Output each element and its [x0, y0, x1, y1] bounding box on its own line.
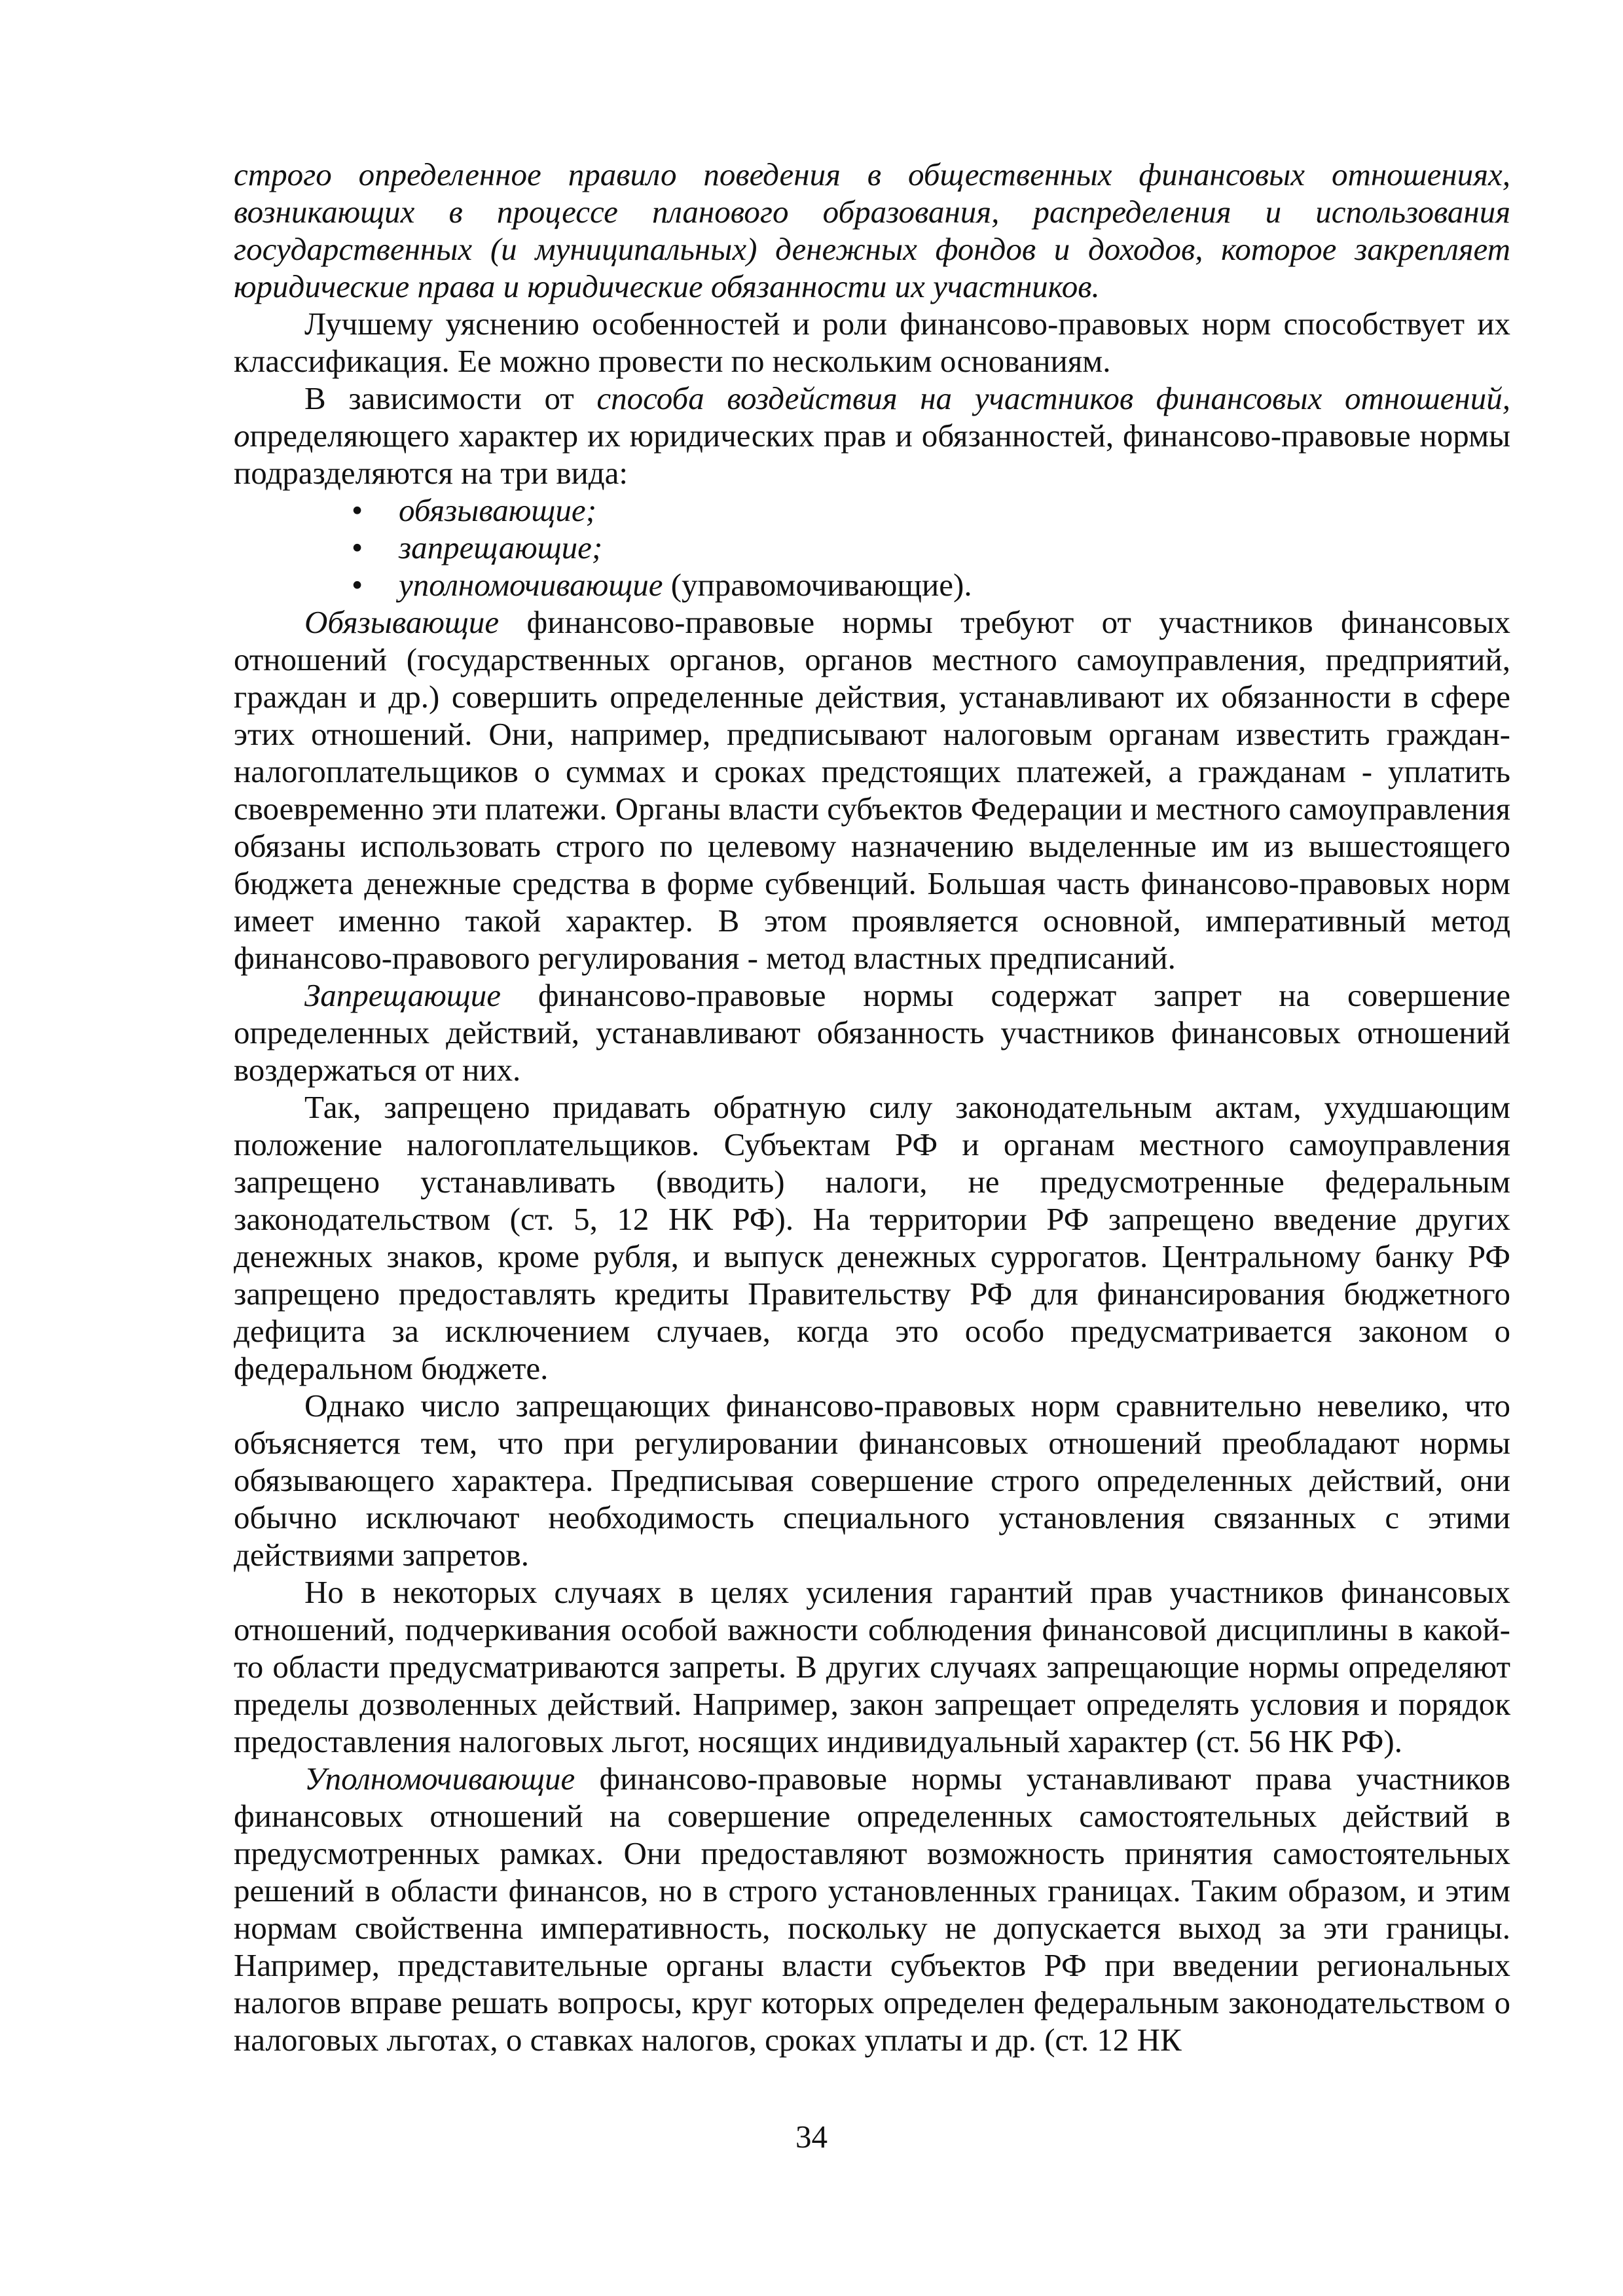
list-item — [352, 529, 1510, 566]
prohibiting-norms-paragraph — [234, 977, 1510, 1088]
impact-rest: пределяющего характер их юридических прав и обязанностей, финансово-правовые нормы подразделяются на три вида: — [234, 418, 1510, 491]
prohibition-cases-paragraph: Но в некоторых случаях в целях усиления гарантий прав участников финансовых отношений, подчеркивания особой важности соблюдения финансовой дисциплины в какой-то области предусматриваются запреты. В других случаях запрещающие нормы определяют пределы дозволенных действий. Например, закон запрещает определять условия и порядок предоставления налоговых льгот, носящих индивидуальный характер (ст. 56 НК РФ). — [234, 1574, 1510, 1759]
norm-type-name: запрещающие; — [399, 529, 603, 565]
empowering-norms-paragraph — [234, 1760, 1510, 2058]
list-item — [352, 566, 1510, 603]
bullet-icon: • — [352, 492, 363, 528]
definition-continuation: строго определенное правило поведения в общественных финансовых отношениях, возникающих в процессе планового образования, распределения и использования государственных (и муниципальных) денежных фондов и доходов, которое закрепляет юридические права и юридические обязанности их участников. — [234, 156, 1510, 304]
impact-criterion: способа воздействия на участников финансовых отношений, — [596, 380, 1510, 416]
bullet-icon: • — [352, 529, 363, 565]
impact-criterion-paragraph — [234, 380, 1510, 492]
impact-lead: В зависимости от — [304, 380, 597, 416]
empowering-term: Уполномочивающие — [304, 1761, 575, 1797]
obligating-term: Обязывающие — [304, 604, 500, 640]
norm-types-list — [234, 492, 1510, 603]
norm-type-name: обязывающие; — [399, 492, 596, 528]
empowering-text: финансово-правовые нормы устанавливают права участников финансовых отношений на совершение определенных самостоятельных действий в предусмотренных рамках. Они предоставляют возможность принятия самостоятельных решений в области финансов, но в строго установленных границах. Таким образом, и этим нормам свойственна императивность, поскольку не допускается выход за эти границы. Например, представительные органы власти субъектов РФ при введении региональных налогов вправе решать вопросы, круг которых определен федеральным законодательством о налоговых льготах, о ставках налогов, сроках уплаты и др. (ст. 12 НК — [234, 1761, 1510, 2058]
prohibiting-text: финансово-правовые нормы содержат запрет на совершение определенных действий, устанавливают обязанность участников финансовых отношений воздержаться от них. — [234, 977, 1510, 1088]
obligating-norms-paragraph — [234, 603, 1510, 977]
prohibiting-term: Запрещающие — [304, 977, 501, 1013]
classification-intro-paragraph: Лучшему уяснению особенностей и роли финансово-правовых норм способствует их классификация. Ее можно провести по нескольким основаниям. — [234, 306, 1510, 379]
obligating-text: финансово-правовые нормы требуют от участников финансовых отношений (государственных органов, органов местного самоуправления, предприятий, граждан и др.) совершить определенные действия, устанавливают их обязанности в сфере этих отношений. Они, например, предписывают налоговым органам известить граждан-налогоплательщиков о суммах и сроках предстоящих платежей, а гражданам - уплатить своевременно эти платежи. Органы власти субъектов Федерации и местного самоуправления обязаны использовать строго по целевому назначению выделенные им из вышестоящего бюджета денежные средства в форме субвенций. Большая часть финансово-правовых норм имеет именно такой характер. В этом проявляется основной, императивный метод финансово-правового регулирования - метод властных предписаний. — [234, 604, 1510, 976]
page-number: 34 — [795, 2119, 828, 2155]
norm-type-name: уполномочивающие — [399, 567, 663, 603]
prohibition-scarcity-paragraph: Однако число запрещающих финансово-правовых норм сравнительно невелико, что объясняется тем, что при регулировании финансовых отношений преобладают нормы обязывающего характера. Предписывая совершение строго определенных действий, они обычно исключают необходимость специального установления связанных с этими действиями запретов. — [234, 1388, 1510, 1573]
prohibition-examples-paragraph: Так, запрещено придавать обратную силу законодательным актам, ухудшающим положение налогоплательщиков. Субъектам РФ и органам местного самоуправления запрещено устанавливать (вводить) налоги, не предусмотренные федеральным законодательством (ст. 5, 12 НК РФ). На территории РФ запрещено введение других денежных знаков, кроме рубля, и выпуск денежных суррогатов. Центральному банку РФ запрещено предоставлять кредиты Правительству РФ для финансирования бюджетного дефицита за исключением случаев, когда это особо предусматривается законом о федеральном бюджете. — [234, 1089, 1510, 1386]
impact-o-italic: о — [234, 418, 250, 454]
bullet-icon: • — [352, 567, 363, 603]
list-item — [352, 492, 1510, 529]
document-page — [234, 156, 1510, 2058]
norm-type-note: (управомочивающие). — [663, 567, 972, 603]
